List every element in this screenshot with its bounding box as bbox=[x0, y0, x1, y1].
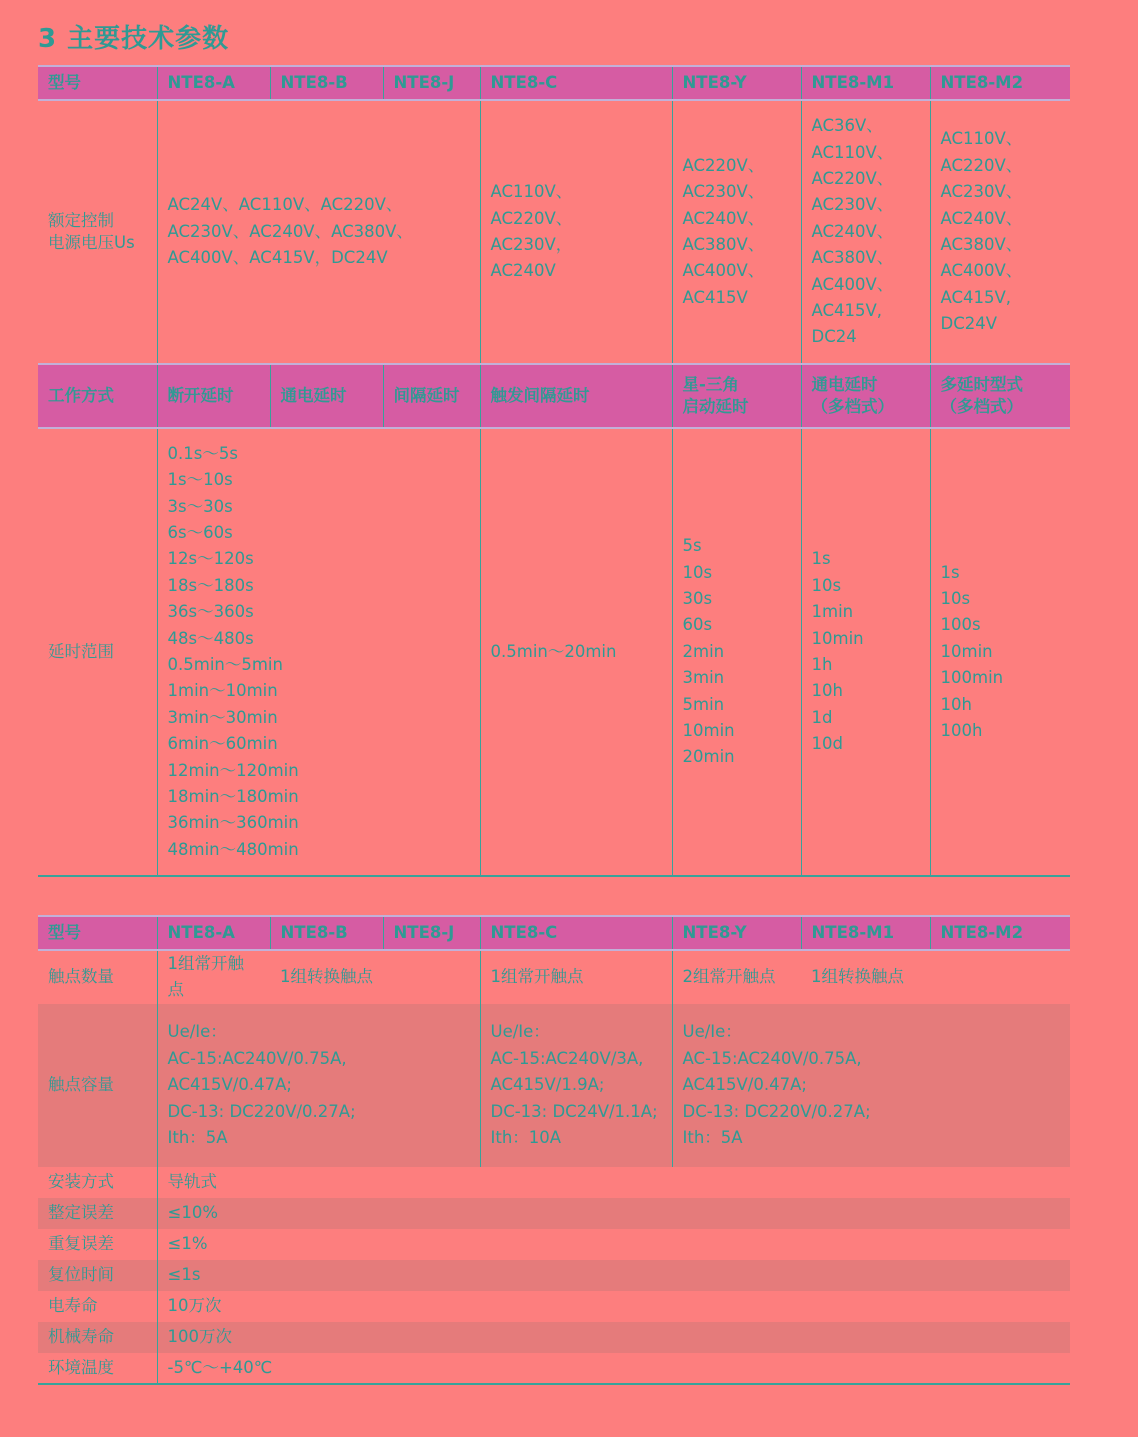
mode-label: 工作方式 bbox=[38, 364, 157, 428]
range-label: 延时范围 bbox=[38, 428, 157, 876]
parameters-table-2 bbox=[38, 915, 1070, 1385]
model-nte8-m1: NTE8-M1 bbox=[801, 66, 930, 100]
spec-label: 安装方式 bbox=[48, 1172, 114, 1192]
mode-b: 通电延时 bbox=[270, 364, 383, 428]
range-m2: 1s 10s 100s 10min 100min 10h 100h bbox=[930, 428, 1070, 876]
range-c: 0.5min～20min bbox=[480, 428, 672, 876]
mode-row bbox=[38, 364, 1070, 428]
contacts-y: 2组常开触点 bbox=[672, 950, 801, 1004]
model-header-row bbox=[38, 66, 1070, 100]
spec-value: 导轨式 bbox=[157, 1167, 1070, 1198]
mode-y: 星-三角 启动延时 bbox=[672, 364, 801, 428]
capacity-ym: Ue/Ie： AC-15:AC240V/0.75A, AC415V/0.47A; DC-13: DC220V/0.27A; Ith：5A bbox=[672, 1004, 1070, 1167]
mode-c: 触发间隔延时 bbox=[480, 364, 672, 428]
model-nte8-c: NTE8-C bbox=[480, 66, 672, 100]
model-nte8-b: NTE8-B bbox=[270, 66, 383, 100]
spec-row bbox=[38, 1322, 1070, 1353]
range-m1: 1s 10s 1min 10min 1h 10h 1d 10d bbox=[801, 428, 930, 876]
capacity-row bbox=[38, 1004, 1070, 1167]
spec-label: 复位时间 bbox=[38, 1260, 157, 1291]
voltage-abj: AC24V、AC110V、AC220V、 AC230V、AC240V、AC380V、 AC400V、AC415V，DC24V bbox=[157, 100, 480, 364]
mode-m2: 多延时型式 （多档式） bbox=[930, 364, 1070, 428]
model-nte8-j: NTE8-J bbox=[383, 66, 480, 100]
range-row bbox=[38, 428, 1070, 876]
model-nte8-m1: NTE8-M1 bbox=[801, 916, 930, 950]
voltage-m1: AC36V、 AC110V、 AC220V、 AC230V、 AC240V、 AC380V、 AC400V、 AC415V, DC24 bbox=[801, 100, 930, 364]
capacity-abj: Ue/Ie： AC-15:AC240V/0.75A, AC415V/0.47A; DC-13: DC220V/0.27A; Ith：5A bbox=[157, 1004, 480, 1167]
mode-j: 间隔延时 bbox=[383, 364, 480, 428]
model-header-label: 型号 bbox=[38, 66, 157, 100]
mode-m1: 通电延时 （多档式） bbox=[801, 364, 930, 428]
spec-row bbox=[38, 1198, 1070, 1229]
spec-row bbox=[38, 1260, 1070, 1291]
spec-row bbox=[38, 1291, 1070, 1322]
capacity-label: 触点容量 bbox=[38, 1004, 157, 1167]
model-nte8-m2: NTE8-M2 bbox=[930, 916, 1070, 950]
spec-value: ≤10% bbox=[157, 1198, 1070, 1229]
model-nte8-b: NTE8-B bbox=[270, 916, 383, 950]
spec-value: 10万次 bbox=[157, 1291, 1070, 1322]
model-nte8-a: NTE8-A bbox=[157, 916, 270, 950]
model-header-label: 型号 bbox=[38, 916, 157, 950]
parameters-table-1 bbox=[38, 65, 1070, 877]
spec-row bbox=[38, 1353, 1070, 1384]
spec-label: 环境温度 bbox=[38, 1353, 157, 1384]
spec-row bbox=[38, 1229, 1070, 1260]
spec-value: ≤1% bbox=[157, 1229, 1070, 1260]
model-nte8-j: NTE8-J bbox=[383, 916, 480, 950]
contacts-row bbox=[38, 950, 1070, 1004]
voltage-y: AC220V、 AC230V、 AC240V、 AC380V、 AC400V、 AC415V bbox=[672, 100, 801, 364]
voltage-row bbox=[38, 100, 1070, 364]
model-nte8-m2: NTE8-M2 bbox=[930, 66, 1070, 100]
contacts-label: 触点数量 bbox=[48, 967, 114, 987]
model-header-row-2 bbox=[38, 916, 1070, 950]
spec-value: -5℃～+40℃ bbox=[157, 1353, 1070, 1384]
spec-label: 机械寿命 bbox=[38, 1322, 157, 1353]
section-title: 3 主要技术参数 bbox=[38, 24, 230, 54]
voltage-m2: AC110V、 AC220V、 AC230V、 AC240V、 AC380V、 AC400V、 AC415V, DC24V bbox=[930, 100, 1070, 364]
spec-label: 整定误差 bbox=[38, 1198, 157, 1229]
model-nte8-a: NTE8-A bbox=[157, 66, 270, 100]
spec-value: ≤1s bbox=[157, 1260, 1070, 1291]
spec-value: 100万次 bbox=[157, 1322, 1070, 1353]
contacts-m: 1组转换触点 bbox=[811, 967, 904, 987]
spec-row bbox=[38, 1167, 1070, 1198]
contacts-bj: 1组转换触点 bbox=[280, 967, 373, 987]
voltage-label: 额定控制 电源电压Us bbox=[48, 211, 135, 252]
spec-label: 电寿命 bbox=[48, 1296, 98, 1316]
contacts-c: 1组常开触点 bbox=[480, 950, 672, 1004]
model-nte8-c: NTE8-C bbox=[480, 916, 672, 950]
voltage-c: AC110V、 AC220V、 AC230V， AC240V bbox=[480, 100, 672, 364]
capacity-c: Ue/Ie： AC-15:AC240V/3A, AC415V/1.9A; DC-13: DC24V/1.1A; Ith：10A bbox=[480, 1004, 672, 1167]
model-nte8-y: NTE8-Y bbox=[672, 66, 801, 100]
range-abj: 0.1s～5s 1s～10s 3s～30s 6s～60s 12s～120s 18s～180s 36s～360s 48s～480s 0.5min～5min 1min～10min 3min～30min 6min～60min 12min～120min 18min～180min 36min～360min 48min～480min bbox=[157, 428, 480, 876]
range-y: 5s 10s 30s 60s 2min 3min 5min 10min 20min bbox=[672, 428, 801, 876]
contacts-a: 1组常开触点 bbox=[157, 950, 270, 1004]
model-nte8-y: NTE8-Y bbox=[672, 916, 801, 950]
spec-label: 重复误差 bbox=[48, 1234, 114, 1254]
mode-a: 断开延时 bbox=[157, 364, 270, 428]
